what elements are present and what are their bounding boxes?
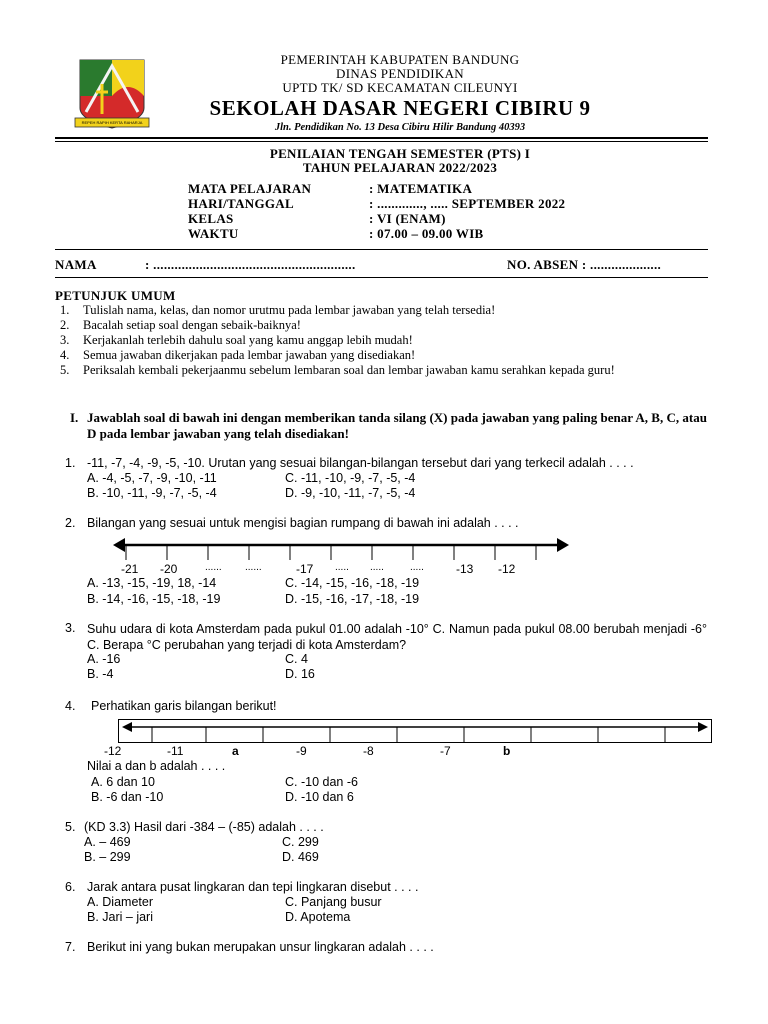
tick-label: -17 [296,562,314,576]
option-c[interactable]: C. -10 dan -6 [285,775,358,789]
govt-name: PEMERINTAH KABUPATEN BANDUNG [280,52,520,67]
option-b[interactable]: B. -14, -16, -15, -18, -19 [87,592,221,606]
field-value: : ............., ..... SEPTEMBER 2022 [369,196,566,211]
option-c[interactable]: C. 299 [282,835,319,849]
nama-label: NAMA [55,257,97,272]
absen-field[interactable]: NO. ABSEN : .................... [507,257,662,272]
tick-label: b [503,744,511,758]
tick-label: -8 [363,744,374,758]
question-text: Jarak antara pusat lingkaran dan tepi lingkaran disebut . . . . [87,880,419,894]
tick-label: -11 [167,744,184,758]
option-c[interactable]: C. -11, -10, -9, -7, -5, -4 [285,471,416,485]
nama-field[interactable]: : ......................................................... [145,257,356,272]
question-subtext: Nilai a dan b adalah . . . . [87,759,226,773]
question-number: 6. [65,880,76,894]
tick-label: ..... [410,562,424,573]
question-number: 5. [65,820,76,834]
instruction-num: 1. [60,303,70,317]
option-b[interactable]: B. Jari – jari [87,910,153,924]
tick-label: ..... [370,562,384,573]
option-a[interactable]: A. -16 [87,652,121,666]
option-b[interactable]: B. – 299 [84,850,131,864]
option-c[interactable]: C. -14, -15, -16, -18, -19 [285,576,420,590]
question-number: 4. [65,699,76,713]
number-line-q2 [112,536,570,562]
field-label: HARI/TANGGAL [188,196,294,211]
field-label: WAKTU [188,226,239,241]
school-name: SEKOLAH DASAR NEGERI CIBIRU 9 [209,96,591,120]
question-text: (KD 3.3) Hasil dari -384 – (-85) adalah . . . . [84,820,324,834]
option-d[interactable]: D. -9, -10, -11, -7, -5, -4 [285,486,416,500]
uptd-name: UPTD TK/ SD KECAMATAN CILEUNYI [282,80,518,95]
identity-bottom-line [55,277,708,278]
section-number: I. [70,410,79,425]
option-c[interactable]: C. Panjang busur [285,895,382,909]
question-number: 3. [65,621,76,635]
instruction-num: 4. [60,348,70,362]
option-b[interactable]: B. -4 [87,667,114,681]
exam-year: TAHUN PELAJARAN 2022/2023 [302,160,498,175]
option-d[interactable]: D. Apotema [285,910,351,924]
number-line-q4 [118,719,712,743]
question-number: 7. [65,940,76,954]
option-c[interactable]: C. 4 [285,652,308,666]
agency-name: DINAS PENDIDIKAN [336,66,464,81]
tick-label: ..... [335,562,349,573]
option-d[interactable]: D. 16 [285,667,315,681]
instruction-num: 5. [60,363,70,377]
tick-label: -12 [498,562,516,576]
option-d[interactable]: D. -15, -16, -17, -18, -19 [285,592,420,606]
instruction-text: Bacalah setiap soal dengan sebaik-baiknya! [83,318,301,332]
tick-label: -20 [160,562,178,576]
header-divider-thin [55,141,708,142]
header-divider [55,137,708,139]
option-d[interactable]: D. -10 dan 6 [285,790,354,804]
tick-label: -12 [104,744,122,758]
school-address: Jln. Pendidikan No. 13 Desa Cibiru Hilir Bandung 40393 [274,122,526,133]
instruction-num: 3. [60,333,70,347]
option-a[interactable]: A. -4, -5, -7, -9, -10, -11 [87,471,217,485]
instructions-title: PETUNJUK UMUM [55,288,176,303]
tick-label: -9 [296,744,307,758]
question-text: -11, -7, -4, -9, -5, -10. Urutan yang sesuai bilangan-bilangan tersebut dari yang terkecil adalah . . . . [87,456,634,470]
field-value: : MATEMATIKA [369,181,473,196]
section-instruction: Jawablah soal di bawah ini dengan memberikan tanda silang (X) pada jawaban yang paling benar A, B, C, atau D pada lembar jawaban yang telah disediakan! [87,410,707,441]
instruction-text: Kerjakanlah terlebih dahulu soal yang kamu anggap lebih mudah! [83,333,413,347]
logo-ribbon-text: REPEH RAPIH KERTA RAHARJA [81,120,143,125]
instruction-num: 2. [60,318,70,332]
question-text: Suhu udara di kota Amsterdam pada pukul 01.00 adalah -10° C. Namun pada pukul 08.00 berubah menjadi -6° C. Berapa °C perubahan yang terjadi di kota Amsterdam? [87,622,707,652]
instruction-text: Semua jawaban dikerjakan pada lembar jawaban yang disediakan! [83,348,416,362]
identity-top-line [55,249,708,250]
field-label: MATA PELAJARAN [188,181,312,196]
option-b[interactable]: B. -6 dan -10 [91,790,164,804]
option-a[interactable]: A. – 469 [84,835,131,849]
field-value: : 07.00 – 09.00 WIB [369,226,484,241]
question-text: Bilangan yang sesuai untuk mengisi bagian rumpang di bawah ini adalah . . . . [87,516,519,530]
tick-label: -7 [440,744,451,758]
tick-label: ...... [245,562,262,573]
instruction-text: Periksalah kembali pekerjaanmu sebelum lembaran soal dan lembar jawaban kamu serahkan kepada guru! [83,363,615,377]
exam-title: PENILAIAN TENGAH SEMESTER (PTS) I [269,146,531,161]
question-number: 1. [65,456,76,470]
question-text: Perhatikan garis bilangan berikut! [91,699,277,713]
option-a[interactable]: A. 6 dan 10 [91,775,155,789]
option-d[interactable]: D. 469 [282,850,319,864]
field-label: KELAS [188,211,234,226]
tick-label: -21 [121,562,139,576]
field-value: : VI (ENAM) [369,211,446,226]
question-text: Berikut ini yang bukan merupakan unsur lingkaran adalah . . . . [87,940,434,954]
option-a[interactable]: A. Diameter [87,895,153,909]
school-logo [72,56,152,132]
option-b[interactable]: B. -10, -11, -9, -7, -5, -4 [87,486,217,500]
instruction-text: Tulislah nama, kelas, dan nomor urutmu pada lembar jawaban yang telah tersedia! [83,303,496,317]
option-a[interactable]: A. -13, -15, -19, 18, -14 [87,576,217,590]
tick-label: ...... [205,562,222,573]
question-number: 2. [65,516,76,530]
tick-label: a [232,744,239,758]
tick-label: -13 [456,562,474,576]
